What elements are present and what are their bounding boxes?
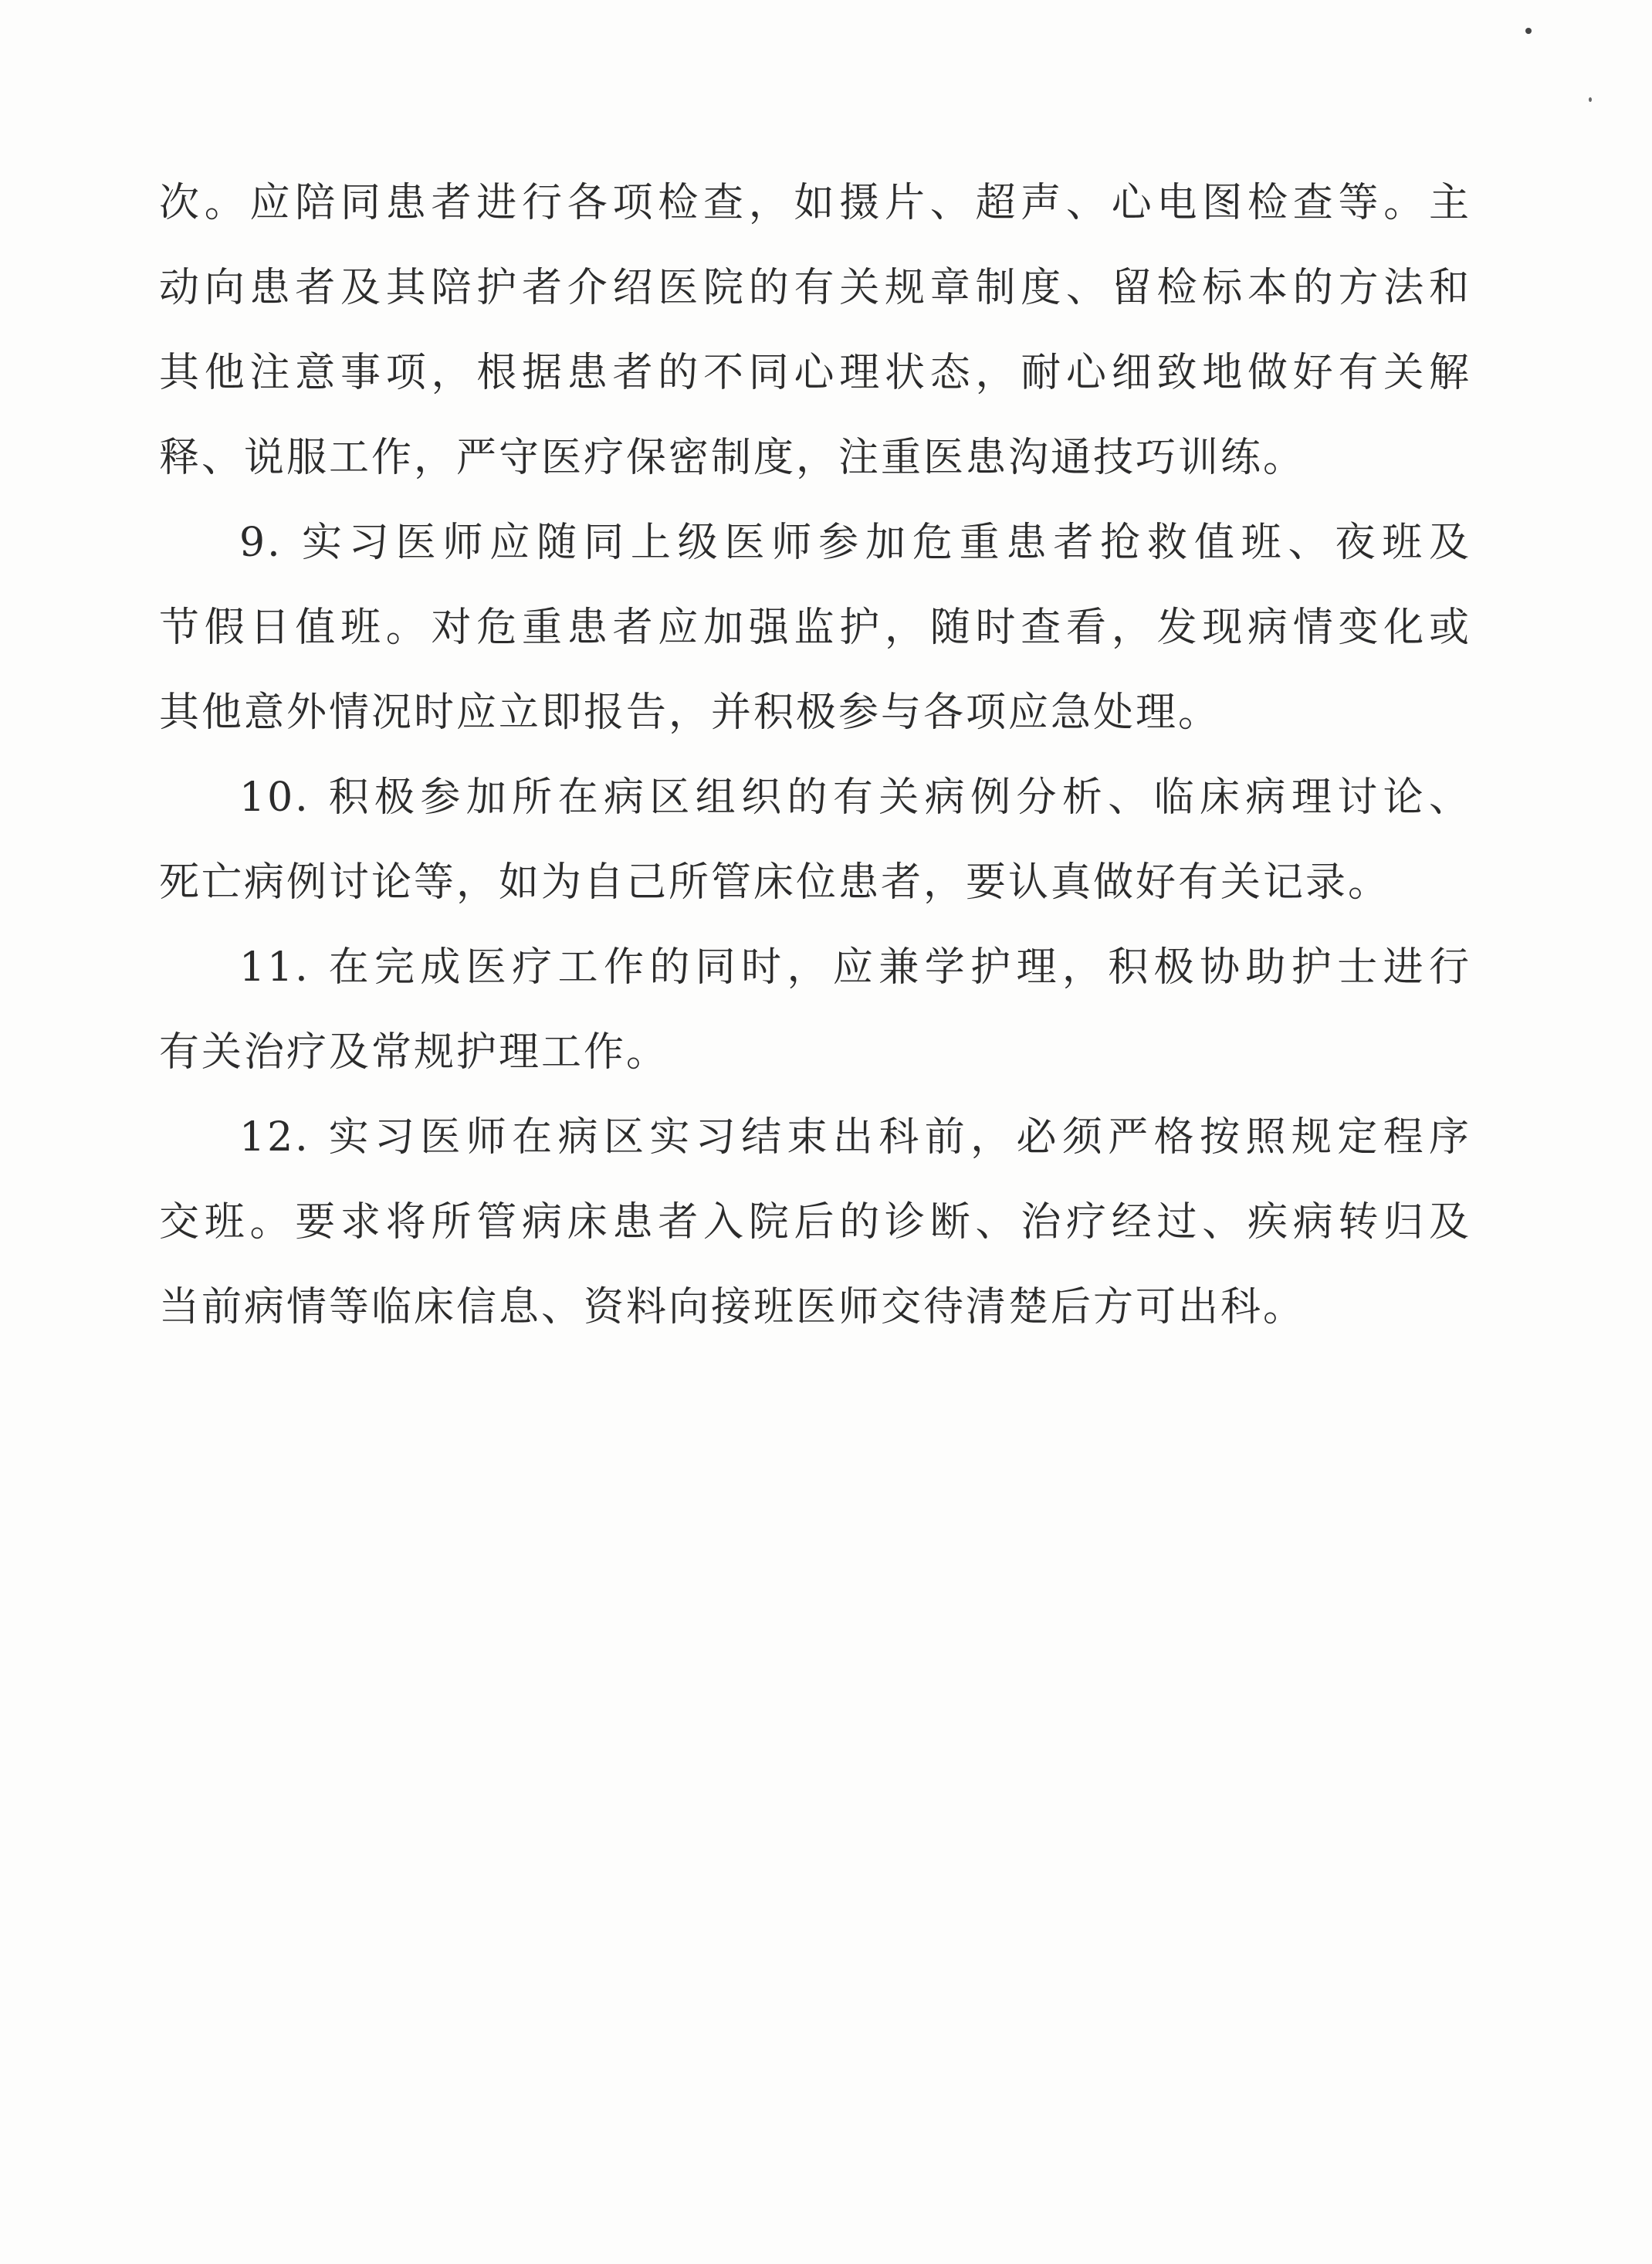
- body-line: 其他注意事项，根据患者的不同心理状态，耐心细致地做好有关解: [159, 350, 1471, 396]
- item-10-line: 10. 积极参加所在病区组织的有关病例分析、临床病理讨论、: [239, 774, 1471, 821]
- body-line: 有关治疗及常规护理工作。: [159, 1029, 669, 1076]
- body-line: 当前病情等临床信息、资料向接班医师交待清楚后方可出科。: [159, 1284, 1306, 1330]
- body-line: 死亡病例讨论等，如为自己所管床位患者，要认真做好有关记录。: [159, 859, 1391, 906]
- item-12-line: 12. 实习医师在病区实习结束出科前，必须严格按照规定程序: [239, 1114, 1471, 1161]
- body-line: 节假日值班。对危重患者应加强监护，随时查看，发现病情变化或: [159, 605, 1471, 651]
- body-line: 释、说服工作，严守医疗保密制度，注重医患沟通技巧训练。: [159, 435, 1306, 481]
- body-line: 其他意外情况时应立即报告，并积极参与各项应急处理。: [159, 690, 1221, 736]
- item-9-line: 9. 实习医师应随同上级医师参加危重患者抢救值班、夜班及: [239, 520, 1471, 566]
- item-11-line: 11. 在完成医疗工作的同时，应兼学护理，积极协助护士进行: [239, 944, 1471, 991]
- body-line: 次。应陪同患者进行各项检查，如摄片、超声、心电图检查等。主: [159, 180, 1471, 226]
- scan-speck: [1589, 97, 1592, 102]
- scan-speck: [1525, 28, 1532, 34]
- document-body: [159, 161, 1471, 1350]
- body-line: 交班。要求将所管病床患者入院后的诊断、治疗经过、疾病转归及: [159, 1199, 1471, 1246]
- body-line: 动向患者及其陪护者介绍医院的有关规章制度、留检标本的方法和: [159, 265, 1471, 311]
